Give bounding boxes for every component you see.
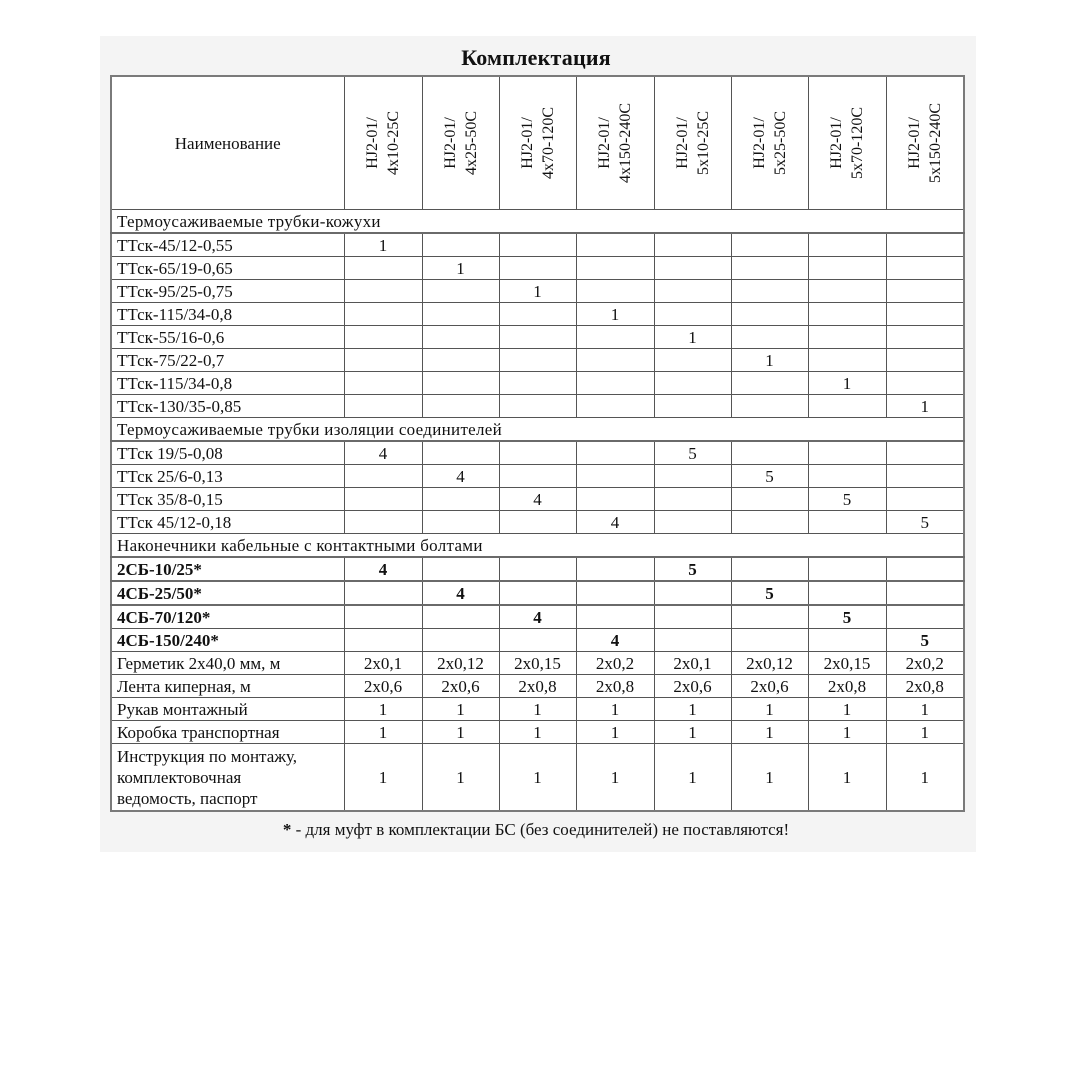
cell-value: 1 (576, 698, 654, 721)
column-header-line-1: HJ2-01/ (441, 117, 459, 169)
table-row (111, 257, 964, 280)
row-name-line: комплектовочная (117, 767, 242, 787)
cell-value (576, 257, 654, 280)
cell-value (576, 233, 654, 257)
cell-value (808, 629, 886, 652)
cell-value (344, 629, 422, 652)
cell-value (808, 581, 886, 605)
cell-value (576, 395, 654, 418)
cell-value (654, 395, 731, 418)
table-row (111, 557, 964, 581)
cell-value: 5 (731, 465, 808, 488)
column-header-line-2: 5x70-120C (849, 107, 866, 179)
cell-value: 1 (654, 698, 731, 721)
cell-value: 2x0,6 (422, 675, 499, 698)
cell-value (576, 349, 654, 372)
cell-value: 4 (422, 581, 499, 605)
cell-value (886, 349, 964, 372)
cell-value: 1 (576, 744, 654, 812)
cell-value (344, 326, 422, 349)
cell-value: 5 (808, 488, 886, 511)
row-name: ТТск-55/16-0,6 (111, 326, 344, 349)
cell-value: 4 (499, 605, 576, 629)
cell-value: 1 (731, 744, 808, 812)
column-header-line-1: HJ2-01/ (905, 117, 923, 169)
cell-value (344, 488, 422, 511)
cell-value (731, 441, 808, 465)
cell-value: 1 (422, 721, 499, 744)
cell-value: 1 (499, 744, 576, 812)
row-name (111, 744, 344, 812)
column-header-line-2: 4x25-50C (462, 111, 480, 175)
cell-value (808, 303, 886, 326)
cell-value: 1 (422, 257, 499, 280)
cell-value (731, 280, 808, 303)
row-name: Лента киперная, м (111, 675, 344, 698)
kit-table (110, 75, 965, 812)
cell-value (654, 372, 731, 395)
table-row (111, 303, 964, 326)
cell-value (654, 303, 731, 326)
footnote-star: * (282, 820, 292, 839)
cell-value (886, 605, 964, 629)
row-name: ТТск-45/12-0,55 (111, 233, 344, 257)
cell-value: 2x0,15 (499, 652, 576, 675)
table-row (111, 326, 964, 349)
cell-value: 1 (499, 698, 576, 721)
cell-value: 2x0,6 (731, 675, 808, 698)
row-name: ТТск-95/25-0,75 (111, 280, 344, 303)
cell-value: 1 (344, 744, 422, 812)
cell-value (731, 395, 808, 418)
cell-value (886, 465, 964, 488)
cell-value (499, 257, 576, 280)
cell-value: 1 (576, 303, 654, 326)
cell-value (344, 303, 422, 326)
cell-value (731, 257, 808, 280)
cell-value (886, 233, 964, 257)
cell-value: 1 (344, 721, 422, 744)
cell-value (654, 233, 731, 257)
column-header-line-1: HJ2-01/ (828, 117, 845, 169)
table-row (111, 441, 964, 465)
cell-value: 4 (576, 629, 654, 652)
cell-value (344, 465, 422, 488)
row-name: 2СБ-10/25* (111, 557, 344, 581)
cell-value: 5 (886, 511, 964, 534)
cell-value (886, 303, 964, 326)
row-name: Герметик 2х40,0 мм, м (111, 652, 344, 675)
cell-value: 1 (499, 721, 576, 744)
cell-value: 1 (576, 721, 654, 744)
column-header-model (654, 76, 731, 210)
cell-value: 1 (886, 744, 964, 812)
cell-value (731, 629, 808, 652)
cell-value (422, 395, 499, 418)
cell-value (808, 441, 886, 465)
cell-value (499, 372, 576, 395)
cell-value (499, 581, 576, 605)
row-name: 4СБ-70/120* (111, 605, 344, 629)
cell-value (654, 349, 731, 372)
row-name: ТТск-75/22-0,7 (111, 349, 344, 372)
row-name: ТТск 19/5-0,08 (111, 441, 344, 465)
column-header-model (886, 76, 964, 210)
cell-value (808, 280, 886, 303)
cell-value: 2x0,2 (576, 652, 654, 675)
cell-value: 5 (731, 581, 808, 605)
cell-value (422, 303, 499, 326)
cell-value (499, 441, 576, 465)
cell-value (886, 488, 964, 511)
cell-value: 1 (808, 698, 886, 721)
table-row (111, 698, 964, 721)
cell-value (576, 441, 654, 465)
cell-value (499, 511, 576, 534)
cell-value: 5 (808, 605, 886, 629)
column-header-line-2: 4x150-240C (617, 103, 634, 183)
column-header-line-1: HJ2-01/ (673, 117, 691, 169)
table-row (111, 652, 964, 675)
cell-value: 2x0,2 (886, 652, 964, 675)
cell-value: 2x0,6 (344, 675, 422, 698)
cell-value (344, 257, 422, 280)
cell-value: 2x0,1 (344, 652, 422, 675)
cell-value (731, 303, 808, 326)
cell-value (731, 605, 808, 629)
cell-value (886, 326, 964, 349)
table-row (111, 395, 964, 418)
cell-value (344, 349, 422, 372)
row-name: ТТск-115/34-0,8 (111, 372, 344, 395)
cell-value: 1 (808, 721, 886, 744)
cell-value: 1 (731, 698, 808, 721)
cell-value (731, 557, 808, 581)
column-header-model (731, 76, 808, 210)
cell-value (808, 349, 886, 372)
cell-value (808, 395, 886, 418)
table-row (111, 349, 964, 372)
cell-value: 2x0,6 (654, 675, 731, 698)
cell-value: 2x0,8 (499, 675, 576, 698)
cell-value: 5 (886, 629, 964, 652)
cell-value (422, 441, 499, 465)
row-name: Коробка транспортная (111, 721, 344, 744)
row-name: ТТск-115/34-0,8 (111, 303, 344, 326)
cell-value (731, 372, 808, 395)
cell-value: 2x0,12 (731, 652, 808, 675)
cell-value (576, 372, 654, 395)
cell-value: 1 (731, 349, 808, 372)
table-row (111, 233, 964, 257)
cell-value (422, 511, 499, 534)
cell-value: 1 (499, 280, 576, 303)
table-row (111, 629, 964, 652)
cell-value (731, 233, 808, 257)
row-name: ТТск 35/8-0,15 (111, 488, 344, 511)
row-name: ТТск-130/35-0,85 (111, 395, 344, 418)
cell-value (731, 488, 808, 511)
cell-value (654, 280, 731, 303)
table-row (111, 372, 964, 395)
cell-value (576, 326, 654, 349)
row-name: 4СБ-25/50* (111, 581, 344, 605)
column-header-line-2: 4x70-120C (539, 107, 557, 179)
row-name: 4СБ-150/240* (111, 629, 344, 652)
cell-value: 1 (654, 721, 731, 744)
footnote (110, 819, 962, 841)
cell-value (576, 280, 654, 303)
cell-value (808, 326, 886, 349)
cell-value (422, 372, 499, 395)
section-row (111, 534, 964, 558)
cell-value (344, 280, 422, 303)
column-header-model (344, 76, 422, 210)
column-header-model (576, 76, 654, 210)
cell-value (499, 465, 576, 488)
cell-value (731, 511, 808, 534)
table-row (111, 605, 964, 629)
cell-value (344, 511, 422, 534)
section-title: Термоусаживаемые трубки изоляции соединителей (111, 418, 964, 442)
cell-value (499, 557, 576, 581)
table-row (111, 488, 964, 511)
cell-value: 1 (808, 372, 886, 395)
row-name: ТТск 25/6-0,13 (111, 465, 344, 488)
cell-value (808, 557, 886, 581)
cell-value (499, 349, 576, 372)
cell-value (422, 605, 499, 629)
section-title: Наконечники кабельные с контактными болтами (111, 534, 964, 558)
row-name-line: Инструкция по монтажу, (117, 746, 298, 766)
cell-value (886, 581, 964, 605)
cell-value (654, 465, 731, 488)
row-name: Рукав монтажный (111, 698, 344, 721)
cell-value (654, 257, 731, 280)
section-title: Термоусаживаемые трубки-кожухи (111, 210, 964, 234)
cell-value (808, 257, 886, 280)
cell-value (422, 326, 499, 349)
cell-value: 4 (344, 557, 422, 581)
cell-value (886, 280, 964, 303)
cell-value (654, 605, 731, 629)
column-header-line-1: HJ2-01/ (750, 117, 768, 169)
cell-value: 1 (886, 721, 964, 744)
cell-value (654, 511, 731, 534)
cell-value: 2x0,1 (654, 652, 731, 675)
section-row (111, 418, 964, 442)
cell-value: 1 (344, 233, 422, 257)
cell-value (499, 326, 576, 349)
cell-value (499, 395, 576, 418)
cell-value: 2x0,15 (808, 652, 886, 675)
row-name: ТТск 45/12-0,18 (111, 511, 344, 534)
cell-value (499, 233, 576, 257)
cell-value (422, 629, 499, 652)
cell-value: 1 (886, 698, 964, 721)
cell-value (886, 257, 964, 280)
cell-value (344, 605, 422, 629)
cell-value: 1 (422, 744, 499, 812)
column-header-model (808, 76, 886, 210)
cell-value (654, 488, 731, 511)
cell-value: 4 (499, 488, 576, 511)
cell-value (422, 557, 499, 581)
cell-value (422, 280, 499, 303)
header-row (111, 76, 964, 210)
table-row (111, 511, 964, 534)
table-row (111, 581, 964, 605)
cell-value: 1 (886, 395, 964, 418)
cell-value: 4 (576, 511, 654, 534)
cell-value (422, 349, 499, 372)
cell-value: 1 (654, 326, 731, 349)
cell-value: 1 (344, 698, 422, 721)
cell-value (344, 372, 422, 395)
cell-value: 1 (808, 744, 886, 812)
column-header-line-2: 5x10-25C (694, 111, 712, 175)
cell-value (499, 303, 576, 326)
table-row (111, 280, 964, 303)
column-header-line-2: 4x10-25C (385, 111, 402, 175)
table-row (111, 465, 964, 488)
cell-value: 1 (731, 721, 808, 744)
footnote-text: - для муфт в комплектации БС (без соединителей) не поставляются! (291, 820, 790, 839)
cell-value (576, 557, 654, 581)
cell-value (808, 465, 886, 488)
column-header-line-1: HJ2-01/ (364, 117, 381, 169)
cell-value: 5 (654, 557, 731, 581)
cell-value (576, 465, 654, 488)
column-header-line-1: HJ2-01/ (596, 117, 613, 169)
cell-value: 5 (654, 441, 731, 465)
cell-value (654, 629, 731, 652)
cell-value (576, 581, 654, 605)
cell-value: 1 (422, 698, 499, 721)
column-header-model (422, 76, 499, 210)
column-header-name: Наименование (111, 76, 344, 210)
section-row (111, 210, 964, 234)
column-header-model (499, 76, 576, 210)
column-header-line-1: HJ2-01/ (518, 117, 536, 169)
cell-value: 1 (654, 744, 731, 812)
cell-value: 2x0,8 (576, 675, 654, 698)
table-row (111, 721, 964, 744)
cell-value (731, 326, 808, 349)
table-row (111, 675, 964, 698)
cell-value (499, 629, 576, 652)
table-row (111, 744, 964, 812)
column-header-line-2: 5x25-50C (771, 111, 789, 175)
cell-value (886, 557, 964, 581)
column-header-line-2: 5x150-240C (926, 103, 944, 183)
cell-value (422, 233, 499, 257)
cell-value (576, 488, 654, 511)
row-name: ТТск-65/19-0,65 (111, 257, 344, 280)
cell-value (344, 395, 422, 418)
cell-value (344, 581, 422, 605)
cell-value (808, 233, 886, 257)
page-title: Комплектация (461, 45, 611, 70)
cell-value (886, 372, 964, 395)
cell-value: 2x0,8 (808, 675, 886, 698)
row-name-line: ведомость, паспорт (117, 788, 258, 808)
cell-value (808, 511, 886, 534)
cell-value: 2x0,12 (422, 652, 499, 675)
cell-value: 4 (344, 441, 422, 465)
cell-value (422, 488, 499, 511)
cell-value: 4 (422, 465, 499, 488)
cell-value (886, 441, 964, 465)
cell-value: 2x0,8 (886, 675, 964, 698)
cell-value (654, 581, 731, 605)
cell-value (576, 605, 654, 629)
